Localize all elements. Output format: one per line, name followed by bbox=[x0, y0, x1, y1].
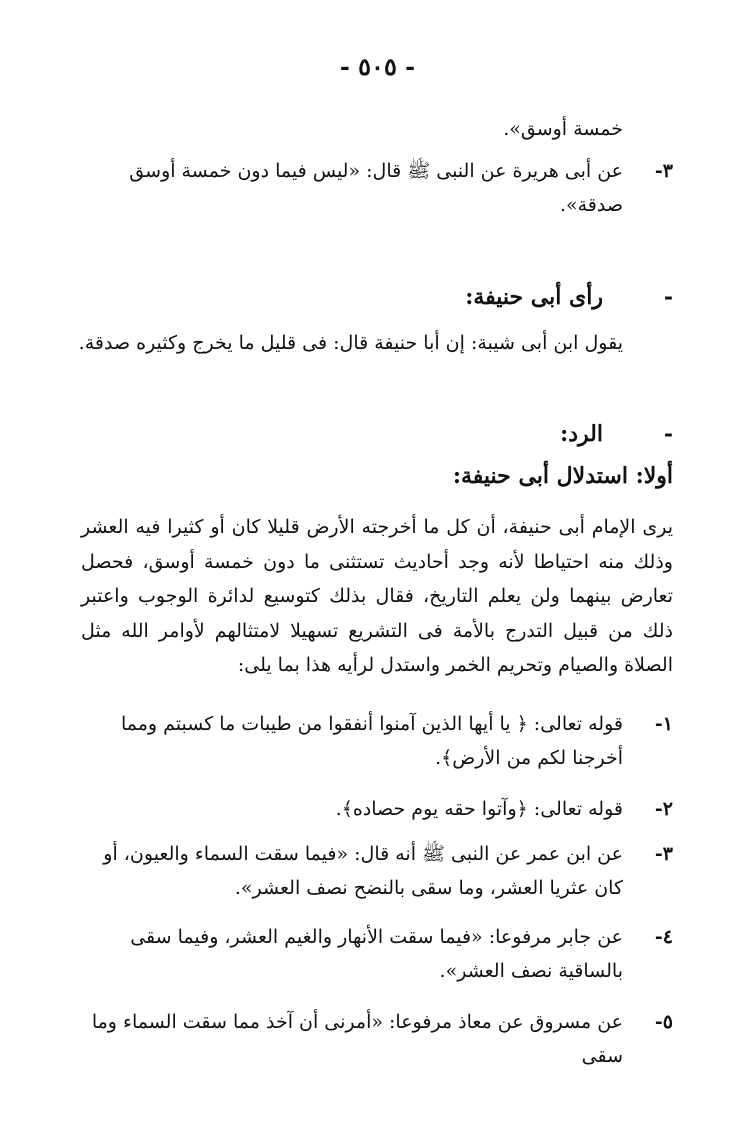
evidence-item-4 bbox=[83, 920, 673, 988]
item-text: قوله تعالى: ﴿ يا أيها الذين آمنوا أنفقوا من طيبات ما كسبتم ومما أخرجنا لكم من الأرض﴾. bbox=[120, 713, 623, 769]
heading-dash: - bbox=[663, 421, 673, 447]
continuation-line: خمسة أوسق». bbox=[503, 118, 623, 140]
hadith-item-3 bbox=[83, 154, 673, 222]
item-number: ٢- bbox=[654, 798, 673, 820]
subheading-evidence bbox=[83, 459, 673, 493]
heading-title: رأى أبى حنيفة: bbox=[465, 284, 603, 310]
item-text: عن ابن عمر عن النبى ﷺ أنه قال: «فيما سقت السماء والعيون، أو كان عثريا العشر، وما سقى بالنضح نصف العشر». bbox=[103, 843, 623, 899]
item-number: ٥- bbox=[654, 1011, 673, 1033]
item-number: ١- bbox=[654, 713, 673, 735]
item-text: عن أبى هريرة عن النبى ﷺ قال: «ليس فيما دون خمسة أوسق صدقة». bbox=[129, 160, 623, 216]
item-text: قوله تعالى: ﴿وآتوا حقه يوم حصاده﴾. bbox=[335, 798, 623, 820]
body-paragraph: يرى الإمام أبى حنيفة، أن كل ما أخرجته الأرض قليلا كان أو كثيرا فيه العشر وذلك منه احتياطا لأنه وجد أحاديث تستثنى ما دون خمسة أوسق، فحصل تعارض بينهما ولن يعلم التاريخ، فقال بذلك كتوسيع لدائرة الوجوب واعتبر ذلك من قبيل التدرج بالأمة فى التشريع تسهيلا لامتثالهم لأوامر الله مثل الصلاة والصيام وتحريم الخمر واستدل لرأيه هذا بما يلى: bbox=[81, 516, 673, 676]
item-number: ٤- bbox=[654, 926, 673, 948]
heading-title: الرد: bbox=[560, 421, 603, 447]
page-number: - ٥٠٥ - bbox=[339, 52, 416, 81]
evidence-item-1 bbox=[83, 707, 673, 775]
item-text: عن مسروق عن معاذ مرفوعا: «أمرنى أن آخذ مما سقت السماء وما سقى bbox=[91, 1011, 623, 1067]
section-heading-reply bbox=[83, 417, 673, 451]
evidence-item-2 bbox=[83, 792, 673, 826]
evidence-item-5 bbox=[83, 1005, 673, 1073]
item-text: عن جابر مرفوعا: «فيما سقت الأنهار والغيم العشر، وفيما سقى بالساقية نصف العشر». bbox=[130, 926, 623, 982]
subheading-title: أولا: استدلال أبى حنيفة: bbox=[452, 463, 673, 489]
opinion-text: يقول ابن أبى شيبة: إن أبا حنيفة قال: فى قليل ما يخرج وكثيره صدقة. bbox=[78, 332, 623, 354]
section-heading-opinion bbox=[83, 280, 673, 314]
item-number: ٣- bbox=[654, 843, 673, 865]
item-number: ٣- bbox=[654, 160, 673, 182]
heading-dash: - bbox=[663, 284, 673, 310]
evidence-item-3 bbox=[83, 837, 673, 905]
